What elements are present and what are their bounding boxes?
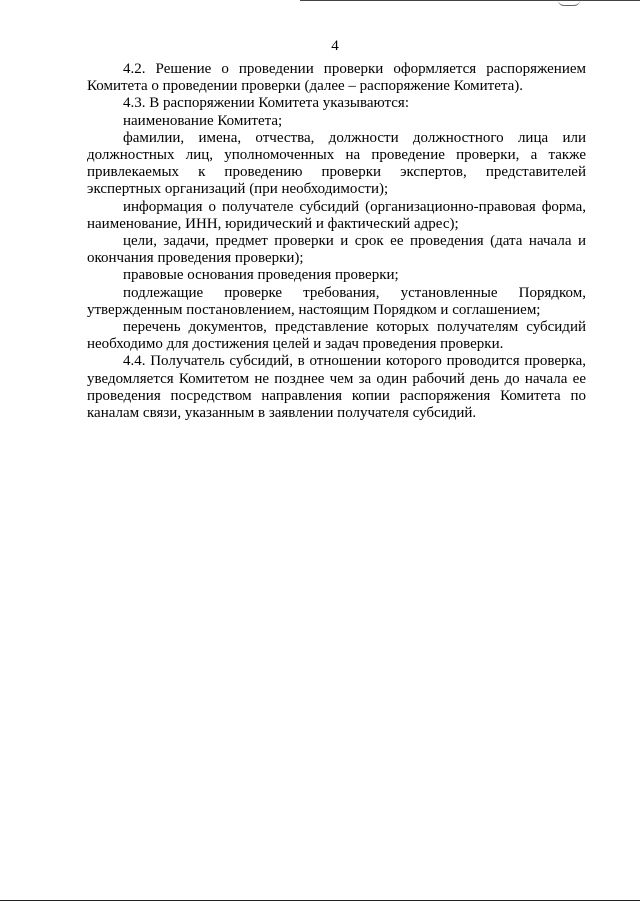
document-body	[87, 61, 586, 422]
list-item-requirements: подлежащие проверке требования, установленные Порядком, утвержденным постановлением, настоящим Порядком и соглашением;	[87, 284, 586, 318]
list-item-committee-name: наименование Комитета;	[123, 112, 283, 129]
list-item-goals-and-dates: цели, задачи, предмет проверки и срок ее проведения (дата начала и окончания проведения проверки);	[87, 233, 586, 267]
list-item-legal-basis: правовые основания проведения проверки;	[123, 267, 399, 284]
paragraph-4-4: 4.4. Получатель субсидий, в отношении которого проводится проверка, уведомляется Комитетом не позднее чем за один рабочий день до начала ее проведения посредством направления копии распоряжения Комитета по каналам связи, указанным в заявлении получателя субсидий.	[87, 353, 586, 422]
scan-corner-mark	[558, 0, 580, 6]
page-number: 4	[331, 38, 339, 54]
scan-edge-bottom	[0, 900, 640, 901]
list-item-documents: перечень документов, представление которых получателям субсидий необходимо для достижения целей и задач проведения проверки.	[87, 319, 586, 353]
list-item-officials: фамилии, имена, отчества, должности должностного лица или должностных лиц, уполномоченных на проведение проверки, а также привлекаемых к проведению проверки экспертов, представителей экспертных организаций (при необходимости);	[87, 129, 586, 198]
paragraph-4-3: 4.3. В распоряжении Комитета указываются:	[123, 95, 409, 112]
paragraph-4-2: 4.2. Решение о проведении проверки оформляется распоряжением Комитета о проведении проверки (далее – распоряжение Комитета).	[87, 61, 586, 95]
list-item-recipient-info: информация о получателе субсидий (организационно-правовая форма, наименование, ИНН, юридический и фактический адрес);	[87, 198, 586, 232]
scan-edge-top	[300, 0, 640, 1]
